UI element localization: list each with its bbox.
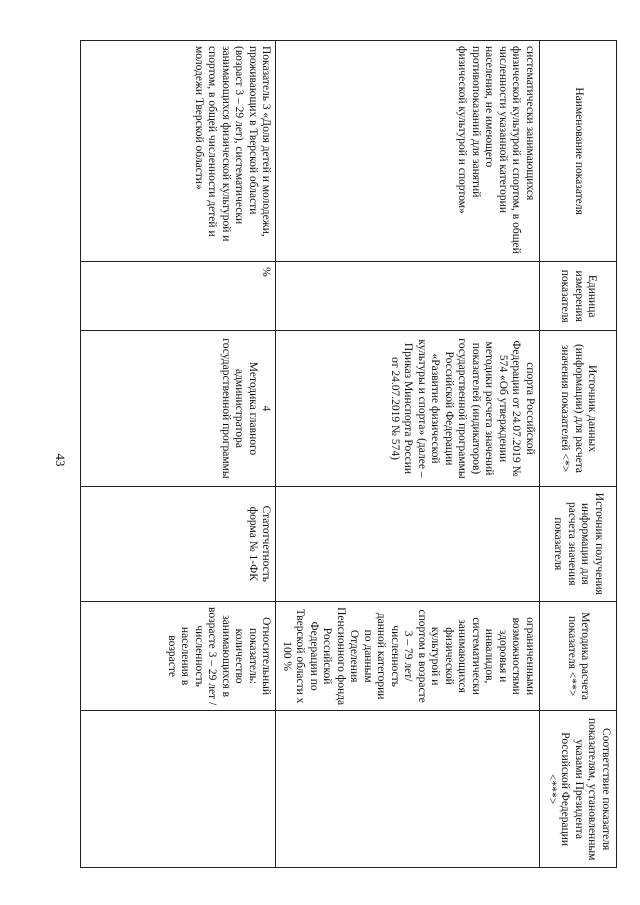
document-table-wrapper bbox=[80, 40, 617, 868]
header-data-source: Источник данных (информации) для расчета значения показателей <*> bbox=[540, 331, 617, 486]
cell-col-number: 4 bbox=[260, 405, 273, 412]
cell-method: ограниченными возможностями здоровья и инвалидов, систематически занимающихся физической культурой и спортом в возрасте 3 – 79 лет/ численность данной категории по данным Отделения Пенсионного фонда Российской Федерации по Тверской области х 100 % bbox=[276, 601, 540, 710]
cell-data-source bbox=[81, 331, 277, 486]
cell-info-source bbox=[276, 486, 540, 601]
header-info-source: Источник получения информации для расчета значения показателя bbox=[540, 486, 617, 601]
cell-unit: % bbox=[81, 262, 277, 331]
cell-data-source-text: спорта Российской Федерации от 24.07.2019 № 574 «Об утверждении методики расчета значений показателей (индикаторов) государственной программы Российской Федерации «Развитие физической культуры и спорта» (далее – Приказ Минспорта России от 24.07.2019 № 574) bbox=[389, 338, 536, 479]
cell-name: систематически занимающихся физической культурой и спортом, в общей численности указанной категории населения, не имеющего противопоказаний для занятий физической культурой и спортом» bbox=[276, 41, 540, 262]
header-method: Методика расчета показателя <**> bbox=[540, 601, 617, 710]
cell-name: Показатель 3 «Доля детей и молодежи, проживающих в Тверской области (возраст 3 – 29 лет), систематически занимающихся физической культурой и спортом, в общей численности детей и молодежи Тверской области» bbox=[81, 41, 277, 262]
cell-method: Относительный показатель: количество занимающихся в возрасте 3 – 29 лет / численность населения в возрасте bbox=[81, 601, 277, 710]
header-name: Наименование показателя bbox=[540, 41, 617, 262]
cell-compliance bbox=[276, 711, 540, 868]
header-compliance: Соответствие показателя показателям, установленным указами Президента Российской Федерации <***> bbox=[540, 711, 617, 868]
table-row bbox=[276, 41, 540, 868]
table-header-row bbox=[540, 41, 617, 868]
table-row bbox=[81, 41, 277, 868]
page-number: 43 bbox=[53, 453, 68, 467]
cell-info-source: Статотчетность форма № 1-ФК bbox=[81, 486, 277, 601]
cell-data-source-text: Методика главного администратора государственной программы bbox=[220, 338, 259, 479]
cell-data-source bbox=[276, 331, 540, 486]
header-unit: Единица измерения показателя bbox=[540, 262, 617, 331]
cell-compliance bbox=[81, 711, 277, 868]
indicators-table bbox=[80, 40, 617, 868]
cell-unit bbox=[276, 262, 540, 331]
